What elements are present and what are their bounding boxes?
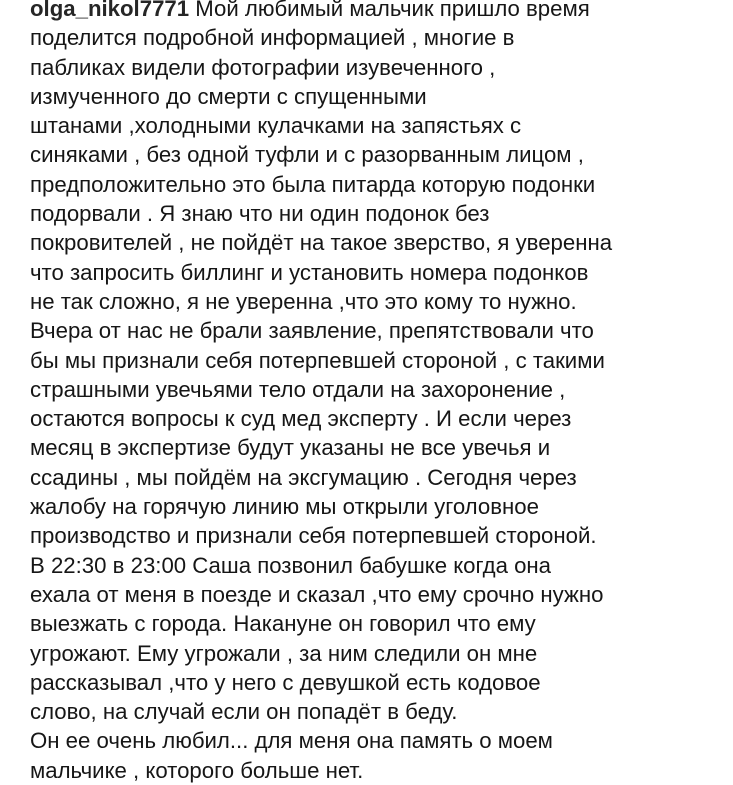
caption-line: что запросить биллинг и установить номера подонков: [30, 259, 589, 285]
caption-line: подорвали . Я знаю что ни один подонок без: [30, 201, 490, 227]
caption-line: покровителей , не пойдёт на такое зверство, я уверенна: [30, 230, 613, 256]
caption-line: слово, на случай если он попадёт в беду.: [30, 699, 458, 725]
caption-line: производство и признали себя потерпевшей стороной.: [30, 523, 597, 549]
caption-line: Он ее очень любил... для меня она память о моем: [30, 728, 553, 754]
caption-line: [30, 0, 720, 23]
username-link[interactable]: olga_nikol7771: [30, 0, 190, 21]
caption-line: синяками , без одной туфли и с разорванным лицом ,: [30, 142, 584, 168]
post-caption: [30, 0, 720, 785]
caption-line: угрожают. Ему угрожали , за ним следили он мне: [30, 640, 538, 666]
caption-line: рассказывал ,что у него с девушкой есть кодовое: [30, 669, 541, 695]
caption-line: поделится подробной информацией , многие в: [30, 25, 515, 51]
caption-line: бы мы признали себя потерпевшей стороной , с такими: [30, 347, 605, 373]
caption-line: ссадины , мы пойдём на эксгумацию . Сегодня через: [30, 464, 577, 490]
caption-line: остаются вопросы к суд мед эксперту . И если через: [30, 406, 572, 432]
caption-line: выезжать с города. Накануне он говорил что ему: [30, 611, 536, 637]
caption-line: предположительно это была питарда которую подонки: [30, 171, 596, 197]
caption-line: мальчике , которого больше нет.: [30, 757, 364, 783]
caption-line: страшными увечьями тело отдали на захоронение ,: [30, 376, 566, 402]
caption-line: пабликах видели фотографии изувеченного ,: [30, 54, 496, 80]
caption-line: измученного до смерти с спущенными: [30, 83, 427, 109]
caption-line: В 22:30 в 23:00 Саша позвонил бабушке когда она: [30, 552, 552, 578]
caption-line: Вчера от нас не брали заявление, препятствовали что: [30, 318, 594, 344]
caption-text: Мой любимый мальчик пришло время: [189, 0, 590, 21]
caption-line: ехала от меня в поезде и сказал ,что ему срочно нужно: [30, 581, 604, 607]
caption-line: месяц в экспертизе будут указаны не все увечья и: [30, 435, 551, 461]
caption-line: не так сложно, я не уверенна ,что это кому то нужно.: [30, 288, 577, 314]
caption-line: жалобу на горячую линию мы открыли уголовное: [30, 494, 539, 520]
caption-line: штанами ,холодными кулачками на запястьях с: [30, 113, 522, 139]
